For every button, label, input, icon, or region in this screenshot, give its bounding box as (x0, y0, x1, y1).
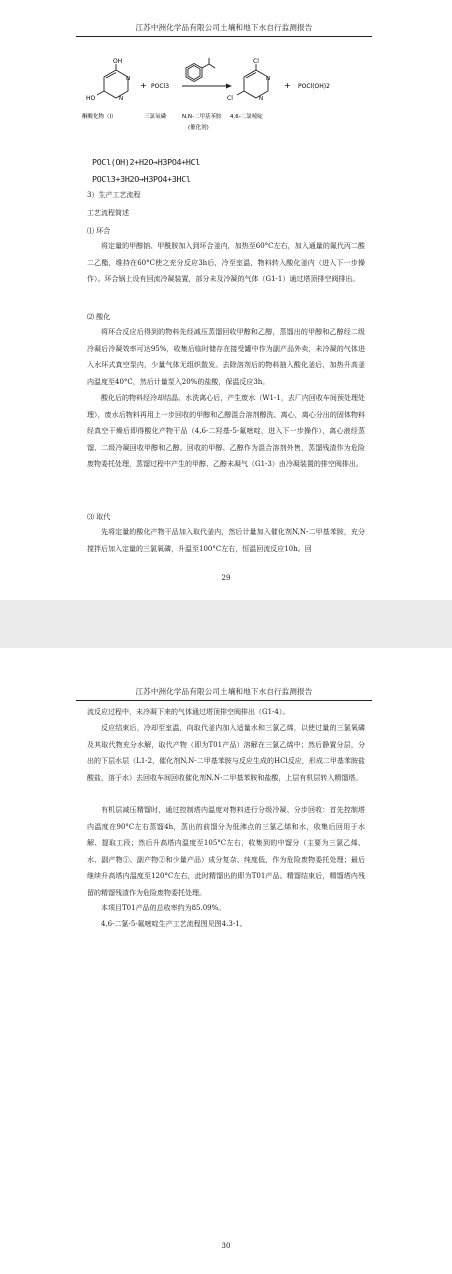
paragraph-substitution: 先将定量的酸化产物干品加入取代釜内，然后计量加入催化剂N,N-二甲基苯胺，充分搅拌后加入定量的三氯氧磷，升温至100°C左右，恒温回流反应10h。回 (87, 528, 365, 553)
paragraph-cyclization: 将定量的甲醇钠、甲酰胺加入到环合釜内，加热至60°C左右，加入通量的氟代丙二酸二乙酯，维持在60°C使之充分反应3h后，冷至室温，物料转入酸化釜内（进入下一步操作）。环合锅上设有回流冷凝装置，部分未及冷凝的气体（G1-1）通过塔顶排空阀排出。 (87, 242, 365, 283)
paragraph-yield: 本项目T01产品的总收率约为85.09%。 (101, 904, 226, 912)
ring-n-label: N (119, 96, 124, 102)
equation-1: POCl(OH)2+H2O→H3PO4+HCl (92, 157, 200, 167)
ho-label: HO (86, 95, 96, 102)
dimethylaniline-structure (186, 58, 215, 82)
byproduct-formula: POCl(OH)2 (298, 83, 330, 90)
page-30 (0, 648, 452, 1274)
paragraph-hydrolysis: 反应结束后，冷却至室温，向取代釜内加入适量水和三氯乙烯，以使过量的三氯氧磷及其取代物充分水解，取代产物（即为T01产品）溶解在三氯乙烯中；然后静置分层，分出的下层水层（L1-2，催化剂N,N-二甲基苯胺与反应生成的HCl反应，形成二甲基苯胺盐酸盐，溶于水）去回收车间回收催化剂N,N-二甲基苯胺和盐酸，上层有机层转入精馏塔。 (87, 724, 365, 782)
reaction-scheme (76, 56, 376, 146)
oh-label: OH (113, 58, 123, 65)
cl-label: Cl (253, 58, 259, 65)
section-heading: 3）生产工艺流程 (87, 191, 141, 199)
cl-label: Cl (227, 95, 233, 102)
paragraph-reflux: 流反应过程中，未冷凝下来的气体通过塔顶排空阀排出（G1-4）。 (87, 708, 290, 716)
compound-label: N,N-二甲基苯胺 (182, 114, 222, 120)
compound-label: 4,6-二氯嘧啶 (230, 114, 263, 120)
reaction-arrow (182, 84, 232, 89)
paragraph-acidification-2: 酸化后的物料经冷却结晶、水洗离心后，产生废水（W1-1，去厂内回收车间预处理处理），废水后物料再用上一步回收的甲醇和乙醇混合溶剂醇洗、离心，离心分出的固体物料经真空干燥后即得酸化产物干品（4,6-二羟基-5-氟嘧啶，进入下一步操作），离心液经蒸馏、二级冷凝回收甲醇和乙醇。回收的甲醇、乙醇作为混合溶剂外售，蒸馏残渣作为危险废物委托处理，蒸馏过程中产生的甲醇、乙醇未凝气（G1-3）由冷凝装置的排空阀排出。 (87, 394, 365, 468)
page-number: 29 (221, 574, 231, 582)
step-title-substitution: ⑶ 取代 (87, 513, 111, 521)
compound-label: 三氯氧磷 (144, 114, 167, 120)
dihydroxy-pyrimidine-structure (97, 64, 131, 98)
page-29 (0, 0, 452, 600)
catalyst-label: (催化剂) (188, 125, 209, 131)
equation-2: POCl3+3H2O→H3PO4+3HCl (92, 174, 191, 184)
subsection-heading: 工艺流程简述 (87, 209, 129, 217)
paragraph-acidification-1: 将环合反应后得到的物料先经减压蒸馏回收甲醇和乙醇，蒸馏出的甲醇和乙醇经二级冷凝后冷凝效率可达95%，收集后临时储存在接受罐中作为副产品外卖，未冷凝的气体进入水环式真空泵内，少量气体无组织散发。去除溶剂后的物料抽入酸化釜后，加热升高釜内温度至40°C，然后计量泵入20%的盐酸，保温反应3h。 (87, 328, 365, 386)
ring-n-label: N (266, 76, 271, 82)
paragraph-distillation: 有机层减压精馏时，通过控制塔内温度对物料进行分级冷凝、分步回收：首先控制塔内温度在90°C左右蒸馏4h，蒸出的前馏分为低沸点的三氯乙烯和水，收集后回用于水解、提取工段；然后升高塔内温度至105°C左右，收集到的中馏分（主要为三氯乙烯、水、副产物①、副产物②和少量产品）成分复杂、纯度低，作为危险废物委托处理；最后继续升高塔内温度至120°C左右，此时精馏出的即为T01产品。精馏结束后，精馏塔内残留的精馏残渣作为危险废物委托处理。 (87, 806, 365, 897)
step-title-cyclization: ⑴ 环合 (87, 227, 111, 235)
pocl3-formula: POCl3 (151, 83, 170, 90)
page-header: 江苏中洲化学品有限公司土壤和地下水自行监测报告 (76, 22, 372, 37)
page-header: 江苏中洲化学品有限公司土壤和地下水自行监测报告 (76, 686, 372, 701)
page-number: 30 (221, 1242, 231, 1250)
paragraph-figure-ref: 4,6-二氯-5-氟嘧啶生产工艺流程图见图4.3-1。 (101, 920, 247, 928)
compound-label: 酮酸化物（I） (82, 114, 117, 120)
ring-n-label: N (126, 76, 131, 82)
step-title-acidification: ⑵ 酸化 (87, 313, 111, 321)
plus-sign: + (140, 81, 147, 90)
dichloro-pyrimidine-structure (237, 64, 271, 98)
plus-sign: + (284, 81, 291, 90)
ring-n-label: N (259, 96, 264, 102)
